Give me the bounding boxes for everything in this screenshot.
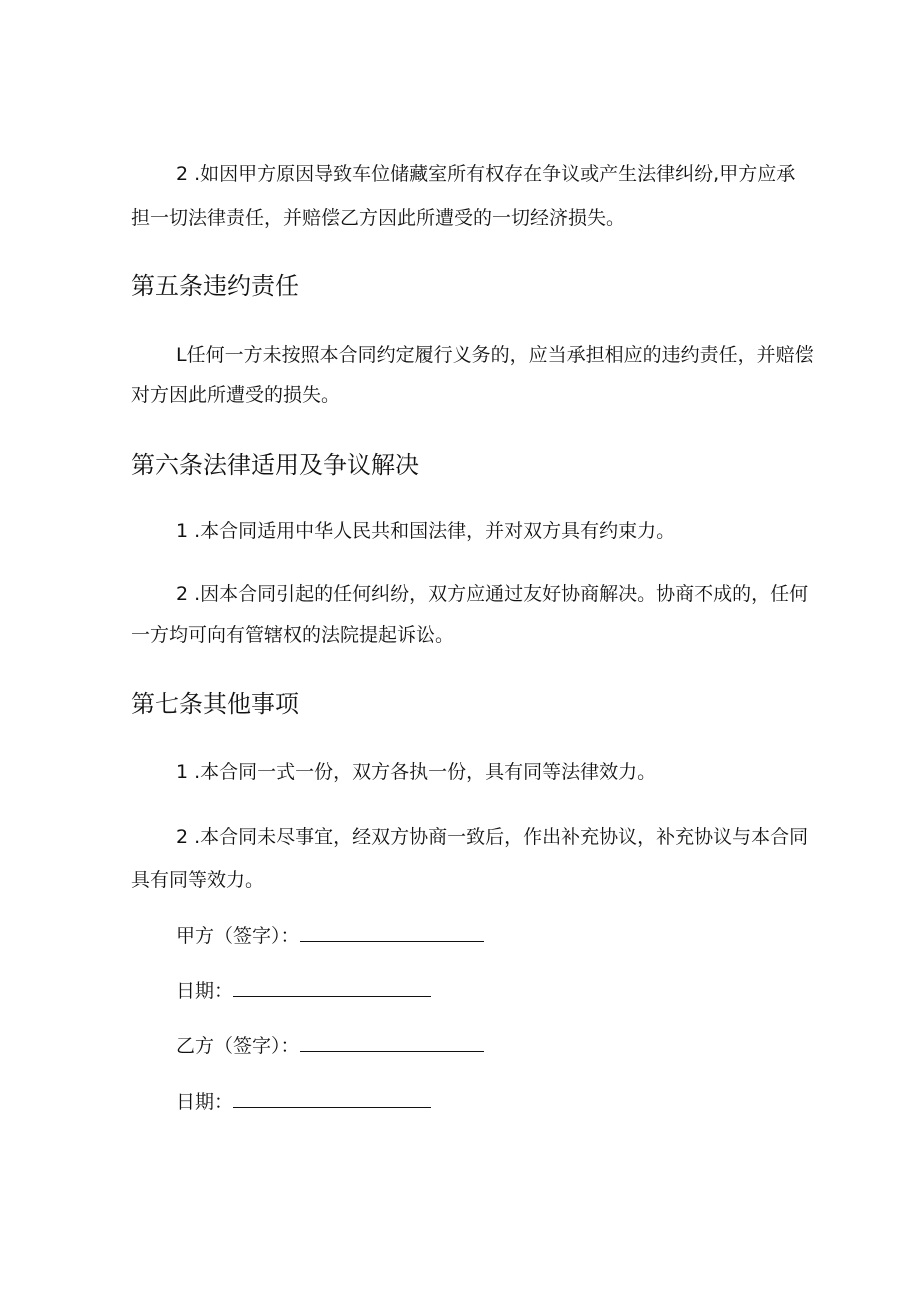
clause6-title: 第六条法律适用及争议解决 [131, 451, 419, 479]
party-a-signature-label: 甲方（签字）： [176, 925, 300, 947]
date-b-line[interactable] [233, 1089, 431, 1108]
clause7-item1: 1 .本合同一式一份，双方各执一份，具有同等法律效力。 [176, 761, 657, 783]
date-b-label: 日期： [176, 1091, 234, 1113]
clause5-title: 第五条违约责任 [131, 272, 299, 300]
clause5-item1-line2: 对方因此所遭受的损失。 [131, 384, 341, 406]
party-a-signature-row [176, 923, 484, 948]
date-b-row [176, 1089, 431, 1114]
clause7-item2-line1: 2 .本合同未尽事宜，经双方协商一致后，作出补充协议，补充协议与本合同 [176, 826, 809, 848]
clause4-item2-line2: 担一切法律责任，并赔偿乙方因此所遭受的一切经济损失。 [131, 207, 626, 229]
party-a-signature-line[interactable] [300, 923, 484, 942]
date-a-row [176, 978, 431, 1003]
party-b-signature-row [176, 1033, 484, 1058]
clause6-item2-line2: 一方均可向有管辖权的法院提起诉讼。 [131, 624, 455, 646]
clause5-item1-line1: L任何一方未按照本合同约定履行义务的，应当承担相应的违约责任，并赔偿 [176, 344, 814, 366]
clause7-item2-line2: 具有同等效力。 [131, 869, 265, 891]
party-b-signature-label: 乙方（签字）： [176, 1035, 300, 1057]
date-a-label: 日期： [176, 980, 234, 1002]
clause7-title: 第七条其他事项 [131, 690, 299, 718]
clause6-item1: 1 .本合同适用中华人民共和国法律，并对双方具有约束力。 [176, 520, 676, 542]
date-a-line[interactable] [233, 978, 431, 997]
party-b-signature-line[interactable] [300, 1033, 484, 1052]
clause6-item2-line1: 2 .因本合同引起的任何纠纷，双方应通过友好协商解决。协商不成的，任何 [176, 583, 809, 605]
clause4-item2-line1: 2 .如因甲方原因导致车位储藏室所有权存在争议或产生法律纠纷,甲方应承 [176, 163, 796, 185]
